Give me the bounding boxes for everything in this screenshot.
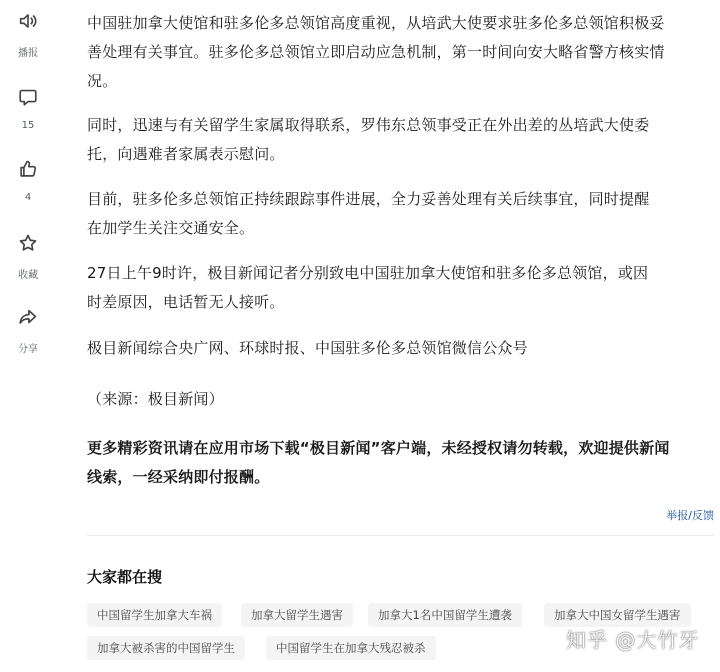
- comment-action[interactable]: [0, 78, 56, 131]
- comment-icon: [17, 86, 39, 108]
- search-tag[interactable]: 中国留学生在加拿大残忍被杀: [266, 636, 436, 660]
- paragraph-2-line-1: 同时，迅速与有关留学生家属取得联系，罗伟东总领事受正在外出差的丛培武大使委: [87, 116, 650, 134]
- search-tag[interactable]: 加拿大中国女留学生遇害: [544, 603, 691, 627]
- paragraph-4: [87, 259, 717, 317]
- comment-button[interactable]: [9, 78, 47, 116]
- download-notice-line-2: 线索，一经采纳即付报酬。: [87, 468, 270, 486]
- like-button[interactable]: [9, 150, 47, 188]
- broadcast-label: 播报: [18, 48, 38, 59]
- favorite-button[interactable]: [9, 224, 47, 262]
- paragraph-1-line-2: 善处理有关事宜。驻多伦多总领馆立即启动应急机制，第一时间向安大略省警方核实情: [87, 43, 665, 61]
- paragraph-2-line-2: 托，向遇难者家属表示慰问。: [87, 145, 285, 163]
- share-button[interactable]: [9, 298, 47, 336]
- star-icon: [17, 232, 39, 254]
- paragraph-1-line-3: 况。: [87, 72, 118, 90]
- zhihu-watermark: 知乎 @大竹牙: [566, 628, 700, 652]
- trending-search-title: 大家都在搜: [87, 568, 163, 586]
- paragraph-3: [87, 185, 717, 243]
- search-tag[interactable]: 中国留学生加拿大车祸: [87, 603, 222, 627]
- paragraph-4-line-2: 时差原因，电话暂无人接听。: [87, 293, 285, 311]
- favorite-label: 收藏: [18, 270, 38, 281]
- favorite-action[interactable]: [0, 224, 56, 281]
- like-icon: [17, 158, 39, 180]
- paragraph-4-line-1: 27日上午9时许，极目新闻记者分别致电中国驻加拿大使馆和驻多伦多总领馆，或因: [87, 264, 649, 282]
- comment-count: 15: [21, 120, 35, 131]
- paragraph-1: [87, 9, 717, 96]
- share-icon: [17, 306, 39, 328]
- broadcast-button[interactable]: [9, 2, 47, 40]
- speaker-icon: [17, 10, 39, 32]
- share-label: 分享: [18, 344, 38, 355]
- download-notice-line-1: 更多精彩资讯请在应用市场下载“极目新闻”客户端，未经授权请勿转载，欢迎提供新闻: [87, 439, 670, 457]
- like-action[interactable]: [0, 150, 56, 203]
- paragraph-1-line-1: 中国驻加拿大使馆和驻多伦多总领馆高度重视，从培武大使要求驻多伦多总领馆积极妥: [87, 14, 665, 32]
- paragraph-2: [87, 111, 717, 169]
- share-action[interactable]: [0, 298, 56, 355]
- download-notice: [87, 434, 717, 492]
- report-feedback-link[interactable]: 举报/反馈: [666, 509, 714, 522]
- paragraph-3-line-2: 在加学生关注交通安全。: [87, 219, 255, 237]
- like-count: 4: [24, 192, 32, 203]
- paragraph-5: 极目新闻综合央广网、环球时报、中国驻多伦多总领馆微信公众号: [87, 339, 528, 357]
- source-note: （来源：极目新闻）: [87, 390, 224, 408]
- search-tag[interactable]: 加拿大1名中国留学生遭袭: [368, 603, 522, 627]
- broadcast-action[interactable]: [0, 2, 56, 59]
- section-divider: [87, 535, 714, 536]
- search-tag[interactable]: 加拿大留学生遇害: [241, 603, 353, 627]
- search-tag[interactable]: 加拿大被杀害的中国留学生: [87, 636, 245, 660]
- paragraph-3-line-1: 目前，驻多伦多总领馆正持续跟踪事件进展，全力妥善处理有关后续事宜，同时提醒: [87, 190, 650, 208]
